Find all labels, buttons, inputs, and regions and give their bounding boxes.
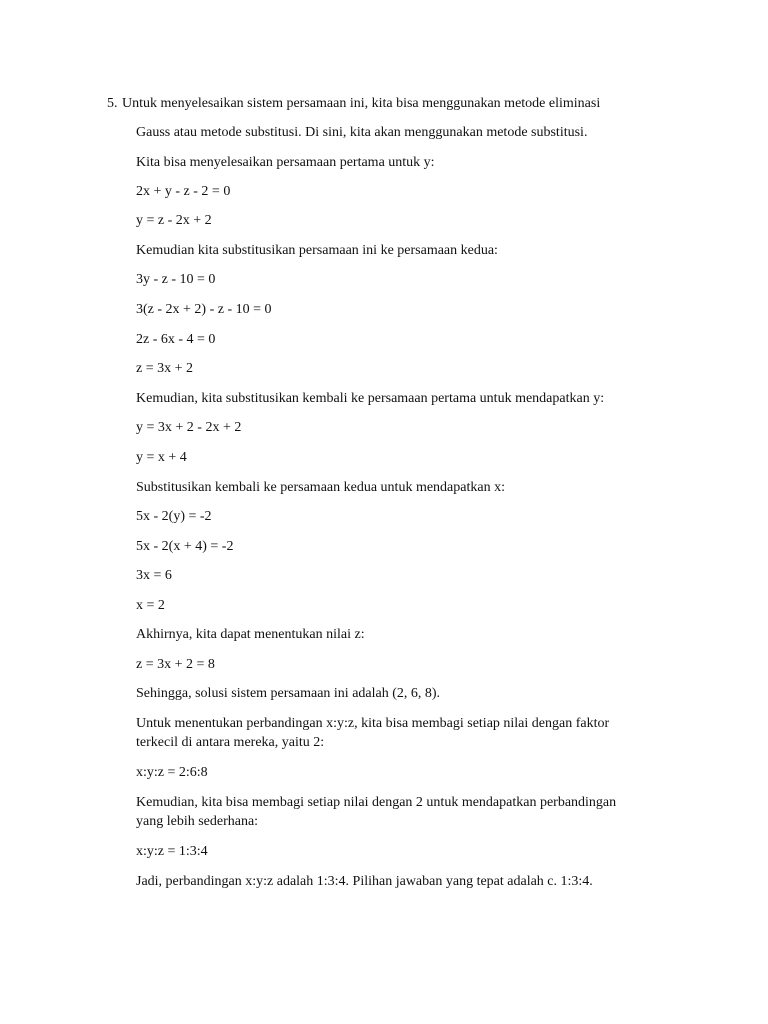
text-line: Gauss atau metode substitusi. Di sini, kita akan menggunakan metode substitusi.	[136, 125, 588, 140]
text-line: Substitusikan kembali ke persamaan kedua untuk mendapatkan x:	[136, 480, 505, 495]
text-line: Kemudian, kita bisa membagi setiap nilai dengan 2 untuk mendapatkan perbandingan	[136, 795, 617, 810]
text-line: Kemudian, kita substitusikan kembali ke persamaan pertama untuk mendapatkan y:	[136, 391, 605, 406]
equation-line: y = z - 2x + 2	[136, 213, 212, 228]
equation-line: 3x = 6	[136, 568, 172, 583]
text-line: Kita bisa menyelesaikan persamaan pertama untuk y:	[136, 155, 435, 170]
equation-line: z = 3x + 2	[136, 361, 194, 376]
equation-line: x:y:z = 2:6:8	[136, 765, 208, 780]
item-number: 5.	[107, 96, 118, 111]
text-line: yang lebih sederhana:	[136, 814, 259, 829]
equation-line: 2x + y - z - 2 = 0	[136, 184, 231, 199]
text-line: Sehingga, solusi sistem persamaan ini adalah (2, 6, 8).	[136, 686, 441, 701]
text-line: Jadi, perbandingan x:y:z adalah 1:3:4. Pilihan jawaban yang tepat adalah c. 1:3:4.	[136, 874, 593, 889]
text-line: Akhirnya, kita dapat menentukan nilai z:	[136, 627, 365, 642]
text-line: Untuk menyelesaikan sistem persamaan ini, kita bisa menggunakan metode eliminasi	[122, 96, 601, 111]
equation-line: y = 3x + 2 - 2x + 2	[136, 420, 242, 435]
equation-line: 3(z - 2x + 2) - z - 10 = 0	[136, 302, 272, 317]
text-line: terkecil di antara mereka, yaitu 2:	[136, 735, 325, 750]
equation-line: 5x - 2(y) = -2	[136, 509, 212, 524]
equation-line: y = x + 4	[136, 450, 187, 465]
text-line: Kemudian kita substitusikan persamaan ini ke persamaan kedua:	[136, 243, 498, 258]
equation-line: z = 3x + 2 = 8	[136, 657, 215, 672]
equation-line: 2z - 6x - 4 = 0	[136, 332, 216, 347]
equation-line: 3y - z - 10 = 0	[136, 272, 216, 287]
text-line: Untuk menentukan perbandingan x:y:z, kita bisa membagi setiap nilai dengan faktor	[136, 716, 610, 731]
equation-line: x:y:z = 1:3:4	[136, 844, 208, 859]
equation-line: x = 2	[136, 598, 165, 613]
equation-line: 5x - 2(x + 4) = -2	[136, 539, 234, 554]
